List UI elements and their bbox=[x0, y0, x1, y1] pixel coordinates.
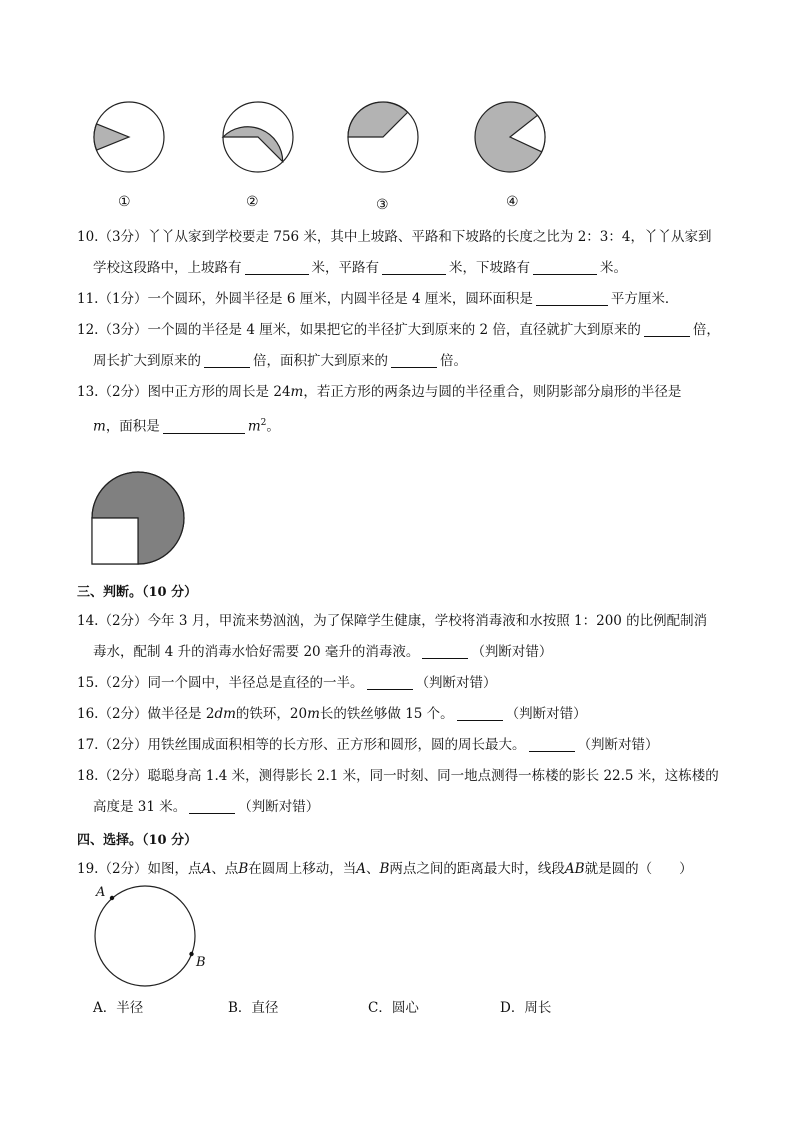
sector-fix bbox=[90, 470, 190, 570]
q19-line: 19.（2分）如图，点A、点B在圆周上移动，当A、B两点之间的距离最大时，线段AB就是圆的（ ） bbox=[77, 861, 693, 877]
answer-blank[interactable] bbox=[529, 737, 575, 752]
answer-blank[interactable] bbox=[245, 260, 309, 275]
pie-label-3: ③ bbox=[376, 197, 389, 213]
q13-line2: m，面积是 $m^2$。 bbox=[93, 418, 280, 435]
answer-blank[interactable] bbox=[391, 353, 437, 368]
q12-line2: 周长扩大到原来的 倍，面积扩大到原来的 倍。 bbox=[93, 353, 467, 369]
q12-line1: 12.（3分）一个圆的半径是 4 厘米，如果把它的半径扩大到原来的 2 倍，直径就扩大到原来的 倍， bbox=[77, 322, 720, 338]
q10-line1: 10.（3分）丫丫从家到学校要走 756 米，其中上坡路、平路和下坡路的长度之比为 2：3：4，丫丫从家到 bbox=[77, 229, 712, 245]
pie-label-2: ② bbox=[246, 194, 259, 210]
answer-blank[interactable] bbox=[204, 353, 250, 368]
pie-4 bbox=[475, 102, 545, 172]
q17-line: 17.（2分）用铁丝围成面积相等的长方形、正方形和圆形，圆的周长最大。 （判断对错） bbox=[77, 737, 659, 753]
pie-3 bbox=[348, 102, 418, 172]
q14-line2: 毒水，配制 4 升的消毒水恰好需要 20 毫升的消毒液。 （判断对错） bbox=[93, 644, 553, 660]
answer-blank[interactable] bbox=[536, 291, 608, 306]
point-b-label: B bbox=[196, 955, 206, 970]
option-a[interactable]: A．半径 bbox=[93, 1000, 144, 1016]
pie-label-4: ④ bbox=[506, 194, 519, 210]
pie-1 bbox=[94, 102, 164, 172]
q14-line1: 14.（2分）今年 3 月，甲流来势汹汹，为了保障学生健康，学校将消毒液和水按照 1：200 的比例配制消 bbox=[77, 613, 708, 629]
option-c[interactable]: C．圆心 bbox=[368, 1000, 419, 1016]
answer-blank[interactable] bbox=[422, 644, 468, 659]
answer-blank[interactable] bbox=[382, 260, 446, 275]
section-4-heading: 四、选择。（10 分） bbox=[77, 833, 198, 848]
section-3-heading: 三、判断。（10 分） bbox=[77, 585, 198, 600]
q10-line2: 学校这段路中，上坡路有 米，平路有 米，下坡路有 米。 bbox=[93, 260, 627, 276]
pie-2 bbox=[223, 102, 293, 172]
q16-line: 16.（2分）做半径是 2dm的铁环，20m长的铁丝够做 15 个。 （判断对错） bbox=[77, 706, 587, 722]
answer-blank[interactable] bbox=[189, 799, 235, 814]
point-a-label: A bbox=[96, 885, 106, 900]
q15-line: 15.（2分）同一个圆中，半径总是直径的一半。 （判断对错） bbox=[77, 675, 497, 691]
pie-label-1: ① bbox=[118, 194, 131, 210]
answer-blank[interactable] bbox=[533, 260, 597, 275]
answer-blank[interactable] bbox=[457, 706, 503, 721]
answer-blank[interactable] bbox=[367, 675, 413, 690]
q18-line1: 18.（2分）聪聪身高 1.4 米，测得影长 2.1 米，同一时刻、同一地点测得一栋楼的影长 22.5 米，这栋楼的 bbox=[77, 768, 719, 784]
option-d[interactable]: D．周长 bbox=[500, 1000, 552, 1016]
q13-line1: 13.（2分）图中正方形的周长是 24m，若正方形的两条边与圆的半径重合，则阴影部分扇形的半径是 bbox=[77, 384, 682, 400]
q18-line2: 高度是 31 米。 （判断对错） bbox=[93, 799, 320, 815]
q11-line: 11.（1分）一个圆环，外圆半径是 6 厘米，内圆半径是 4 厘米，圆环面积是 平方厘米． bbox=[77, 291, 679, 307]
answer-blank[interactable] bbox=[644, 322, 690, 337]
option-b[interactable]: B．直径 bbox=[228, 1000, 279, 1016]
answer-blank[interactable] bbox=[163, 419, 245, 434]
